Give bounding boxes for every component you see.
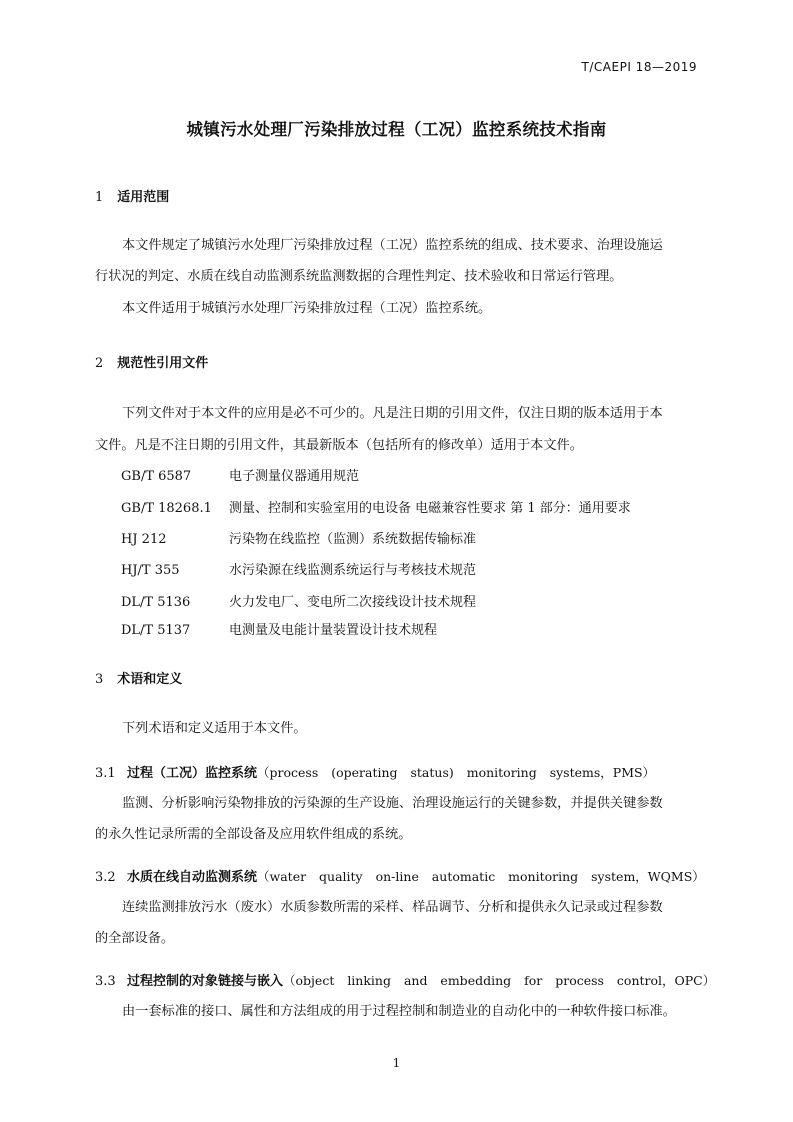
ref-title: 测量、控制和实验室用的电设备 电磁兼容性要求 第 1 部分：通用要求 bbox=[229, 501, 631, 516]
standard-code: T/CAEPI 18—2019 bbox=[581, 60, 697, 74]
definition-number: 3.3 bbox=[95, 974, 116, 989]
definition-3-3-heading bbox=[95, 970, 715, 989]
section-2-number: 2 bbox=[95, 356, 104, 371]
s1-para2: 本文件适用于城镇污水处理厂污染排放过程（工况）监控系统。 bbox=[122, 301, 492, 316]
s1-para1-line2: 行状况的判定、水质在线自动监测系统监测数据的合理性判定、技术验收和日常运行管理。 bbox=[95, 269, 623, 284]
section-3-heading bbox=[95, 668, 182, 687]
section-3-number: 3 bbox=[95, 672, 104, 687]
definition-number: 3.2 bbox=[95, 870, 116, 885]
ref-item bbox=[121, 619, 437, 638]
definition-3-1-heading bbox=[95, 762, 655, 781]
definition-3-3-line1: 由一套标准的接口、属性和方法组成的用于过程控制和制造业的自动化中的一种软件接口标准。 bbox=[122, 1004, 676, 1019]
ref-code: DL/T 5137 bbox=[121, 623, 191, 638]
ref-title: 污染物在线监控（监测）系统数据传输标准 bbox=[229, 532, 477, 547]
page-number: 1 bbox=[392, 1056, 401, 1070]
ref-item bbox=[121, 528, 476, 547]
ref-code: HJ 212 bbox=[121, 532, 167, 547]
section-2-title: 规范性引用文件 bbox=[117, 356, 209, 371]
definition-3-2-line1: 连续监测排放污水（废水）水质参数所需的采样、样品调节、分析和提供永久记录或过程参数 bbox=[122, 900, 663, 915]
definition-3-2-line2: 的全部设备。 bbox=[95, 931, 175, 946]
section-1-number: 1 bbox=[95, 190, 104, 205]
document-title: 城镇污水处理厂污染排放过程（工况）监控系统技术指南 bbox=[186, 120, 607, 139]
ref-item bbox=[121, 591, 476, 610]
ref-code: GB/T 18268.1 bbox=[121, 501, 212, 516]
ref-title: 电测量及电能计量装置设计技术规程 bbox=[229, 623, 438, 638]
ref-title: 水污染源在线监测系统运行与考核技术规范 bbox=[229, 563, 477, 578]
ref-title: 电子测量仪器通用规范 bbox=[229, 469, 360, 484]
section-2-heading bbox=[95, 352, 208, 371]
definition-english: （water quality on-line automatic monitoring system，WQMS） bbox=[257, 869, 705, 884]
section-1-title: 适用范围 bbox=[117, 190, 170, 205]
s2-para1-line2: 文件。凡是不注日期的引用文件，其最新版本（包括所有的修改单）适用于本文件。 bbox=[95, 438, 583, 453]
section-1-heading bbox=[95, 186, 169, 205]
ref-code: DL/T 5136 bbox=[121, 595, 191, 610]
ref-code: HJ/T 355 bbox=[121, 563, 180, 578]
ref-code: GB/T 6587 bbox=[121, 469, 192, 484]
definition-3-1-line2: 的永久性记录所需的全部设备及应用软件组成的系统。 bbox=[95, 827, 412, 842]
definition-3-2-heading bbox=[95, 866, 705, 885]
ref-title: 火力发电厂、变电所二次接线设计技术规程 bbox=[229, 595, 477, 610]
s3-intro: 下列术语和定义适用于本文件。 bbox=[122, 721, 307, 736]
section-3-title: 术语和定义 bbox=[117, 672, 183, 687]
definition-term: 过程控制的对象链接与嵌入 bbox=[127, 974, 284, 989]
s1-para1-line1: 本文件规定了城镇污水处理厂污染排放过程（工况）监控系统的组成、技术要求、治理设施运 bbox=[122, 238, 663, 253]
definition-3-1-line1: 监测、分析影响污染物排放的污染源的生产设施、治理设施运行的关键参数，并提供关键参数 bbox=[122, 796, 663, 811]
definition-term: 水质在线自动监测系统 bbox=[127, 870, 258, 885]
definition-number: 3.1 bbox=[95, 766, 116, 781]
ref-item bbox=[121, 559, 476, 578]
s2-para1-line1: 下列文件对于本文件的应用是必不可少的。凡是注日期的引用文件，仅注日期的版本适用于本 bbox=[122, 406, 663, 421]
ref-item bbox=[121, 465, 359, 484]
definition-term: 过程（工况）监控系统 bbox=[127, 766, 258, 781]
definition-english: （process (operating status) monitoring systems，PMS） bbox=[257, 765, 656, 780]
definition-english: （object linking and embedding for process control，OPC） bbox=[283, 973, 716, 988]
ref-item bbox=[121, 497, 631, 516]
